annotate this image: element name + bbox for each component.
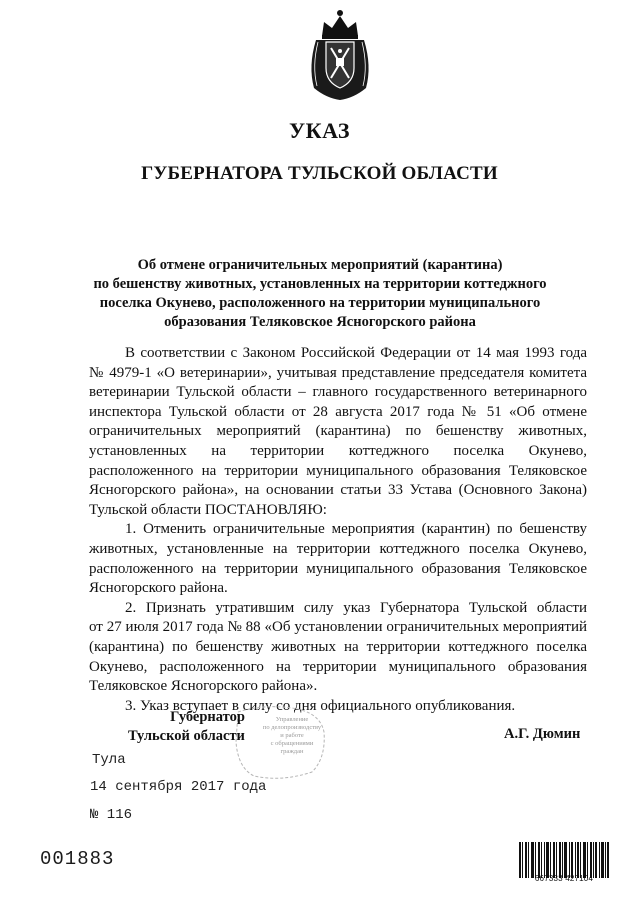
- body-line: Ясногорского района.: [89, 580, 228, 597]
- body-line: № 4979-1 «О ветеринарии», учитывая представление председателя комитета: [89, 364, 587, 381]
- issue-city: Тула: [92, 752, 126, 768]
- decree-number: № 116: [90, 807, 133, 823]
- issue-date: 14 сентября 2017 года: [90, 779, 267, 795]
- coat-of-arms-emblem: [302, 6, 378, 102]
- body-line: 3. Указ вступает в силу со дня официального опубликования.: [125, 697, 516, 714]
- document-type-heading: УКАЗ: [288, 118, 351, 143]
- body-line: ветеринарии Тульской области – главного государственного ветеринарного: [89, 384, 587, 401]
- body-line: (карантина) по бешенству животных на территории коттеджного поселка: [89, 638, 587, 655]
- body-line: 2. Признать утратившим силу указ Губернатора Тульской области: [125, 599, 587, 616]
- body-line: животных, установленные на территории коттеджного поселка Окунево,: [89, 540, 587, 557]
- body-line: Тульской области ПОСТАНОВЛЯЮ:: [89, 501, 327, 518]
- subject-line: поселка Окунево, расположенного на территории муниципального: [99, 295, 541, 311]
- barcode-number: 667333 427104: [534, 874, 594, 883]
- body-line: ограничительных мероприятий (карантина) по бешенству животных,: [89, 423, 587, 440]
- body-line: расположенного на территории муниципального образования Теляковское: [89, 560, 587, 577]
- subject-line: Об отмене ограничительных мероприятий (карантина): [137, 257, 503, 273]
- body-line: 1. Отменить ограничительные мероприятия (карантин) по бешенству: [125, 521, 587, 538]
- serial-number: 001883: [40, 848, 115, 870]
- subject-line: образования Теляковское Ясногорского района: [164, 314, 476, 330]
- stamp-text: Управление по делопроизводству и работе с обращениями граждан: [262, 716, 322, 755]
- body-line: расположенного на территории муниципального образования Теляковское: [89, 462, 587, 479]
- signatory-title: Губернатор Тульской области: [128, 709, 245, 744]
- decree-subject: [60, 256, 580, 332]
- body-line: установленных на территории коттеджного поселка Окунево,: [89, 442, 587, 459]
- body-line: инспектора Тульской области от 28 августа 2017 года № 51 «Об отмене: [89, 403, 587, 420]
- barcode-icon: [519, 842, 609, 878]
- body-line: Окунево, расположенного на территории муниципального образования: [89, 658, 587, 675]
- body-line: Ясногорского района», на основании статьи 33 Устава (Основного Закона): [89, 482, 587, 499]
- body-line: от 27 июля 2017 года № 88 «Об установлении ограничительных мероприятий: [89, 619, 587, 636]
- subject-line: по бешенству животных, установленных на территории коттеджного: [93, 276, 547, 292]
- issuer-heading: ГУБЕРНАТОРА ТУЛЬСКОЙ ОБЛАСТИ: [141, 163, 498, 184]
- signatory-name: А.Г. Дюмин: [504, 726, 581, 742]
- body-line: В соответствии с Законом Российской Федерации от 14 мая 1993 года: [125, 345, 587, 361]
- body-line: Теляковское Ясногорского района».: [89, 678, 318, 695]
- decree-body: [89, 344, 587, 716]
